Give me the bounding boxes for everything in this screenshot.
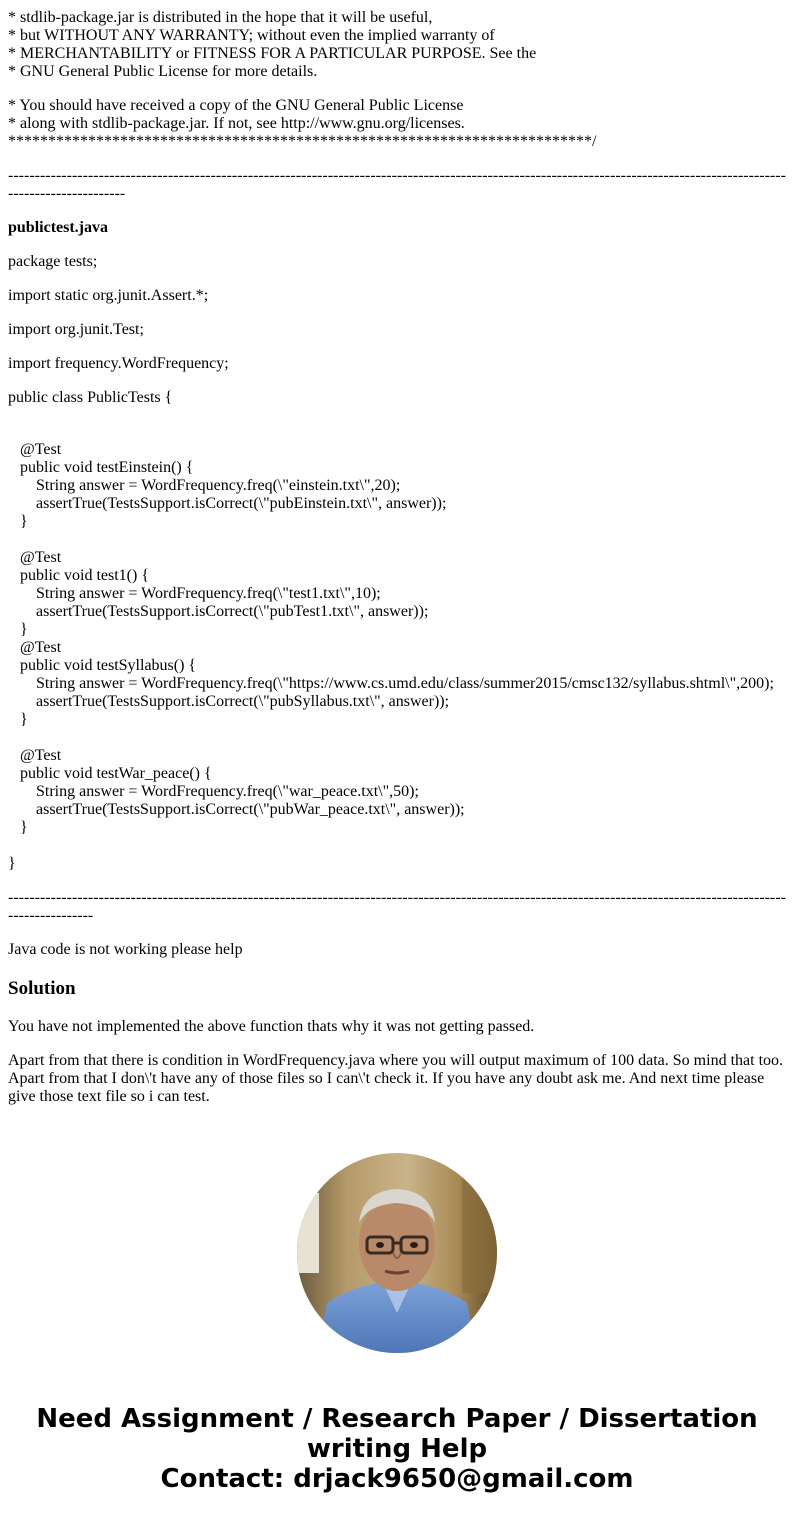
code-line: } [8,513,28,530]
solution-text: You have not implemented the above function thats why it was not getting passed. [8,1018,535,1035]
license-block-2 [8,97,596,151]
code-import-freq [8,355,229,373]
code-line: import static org.junit.Assert.*; [8,287,209,304]
code-line: @Test [8,549,62,566]
solution-heading: Solution [8,978,76,999]
promo-line-1: Need Assignment / Research Paper / Dissertation [36,1404,758,1434]
license-line: * along with stdlib-package.jar. If not, see http://www.gnu.org/licenses. [8,115,465,132]
code-line: @Test [8,441,62,458]
solution-text: Apart from that there is condition in WordFrequency.java where you will output maximum of 100 data. So mind that too. Apart from that I don\'t have any of those files so I can\'t check it. If you have any doubt ask me. And next time please give those text file so i can test. [8,1052,784,1105]
license-line: *************************************************************************/ [8,133,597,150]
separator-top [8,167,786,203]
code-line: public void testSyllabus() { [8,657,197,674]
license-line: * MERCHANTABILITY or FITNESS FOR A PARTICULAR PURPOSE. See the [8,45,537,62]
code-line: @Test [8,639,62,656]
file-title: publictest.java [8,219,108,236]
code-line: assertTrue(TestsSupport.isCorrect(\"pubSyllabus.txt\", answer)); [8,693,450,710]
file-title-block [8,219,108,237]
license-line: * GNU General Public License for more details. [8,63,318,80]
code-line: public class PublicTests { [8,389,173,406]
code-line: assertTrue(TestsSupport.isCorrect(\"pubTest1.txt\", answer)); [8,603,429,620]
code-line: } [8,819,28,836]
code-class-decl [8,389,172,407]
code-line: } [8,621,28,638]
code-package [8,253,97,271]
promo-banner [0,1404,794,1494]
code-line: assertTrue(TestsSupport.isCorrect(\"pubEinstein.txt\", answer)); [8,495,447,512]
code-import-assert [8,287,208,305]
solution-paragraph-1 [8,1018,786,1036]
promo-contact: Contact: drjack9650@gmail.com [160,1464,634,1494]
license-line: * but WITHOUT ANY WARRANTY; without even the implied warranty of [8,27,495,44]
promo-line-2: writing Help [306,1434,488,1464]
code-line: import frequency.WordFrequency; [8,355,229,372]
code-class-close [8,855,16,873]
code-line: @Test [8,747,62,764]
author-avatar [297,1153,497,1353]
question-text: Java code is not working please help [8,941,243,958]
question-block [8,941,243,959]
license-line: * You should have received a copy of the GNU General Public License [8,97,464,114]
code-test-war-peace [8,747,465,837]
code-line: String answer = WordFrequency.freq(\"war_peace.txt\",50); [8,783,419,800]
separator-line: ------------------------------------------------------------------------------------------------------------------------------------------------------------------------ [8,167,786,202]
solution-paragraph-2 [8,1052,786,1106]
code-line: } [8,855,16,872]
separator-bottom [8,889,786,925]
code-line: public void testWar_peace() { [8,765,212,782]
separator-line: ------------------------------------------------------------------------------------------------------------------------------------------------------------------ [8,889,786,924]
code-test1-syllabus [8,549,774,729]
code-line: } [8,711,28,728]
code-line: import org.junit.Test; [8,321,144,338]
code-line: public void test1() { [8,567,149,584]
code-line: String answer = WordFrequency.freq(\"test1.txt\",10); [8,585,381,602]
license-line: * stdlib-package.jar is distributed in the hope that it will be useful, [8,9,433,26]
code-import-test [8,321,144,339]
author-photo-icon [297,1153,497,1353]
code-line: String answer = WordFrequency.freq(\"einstein.txt\",20); [8,477,401,494]
code-line: assertTrue(TestsSupport.isCorrect(\"pubWar_peace.txt\", answer)); [8,801,465,818]
code-line: public void testEinstein() { [8,459,194,476]
code-test-einstein [8,441,446,531]
license-block-1 [8,9,536,81]
solution-heading-block [8,978,76,1000]
code-line: String answer = WordFrequency.freq(\"https://www.cs.umd.edu/class/summer2015/cmsc132/syllabus.shtml\",200); [8,675,774,692]
code-line: package tests; [8,253,98,270]
